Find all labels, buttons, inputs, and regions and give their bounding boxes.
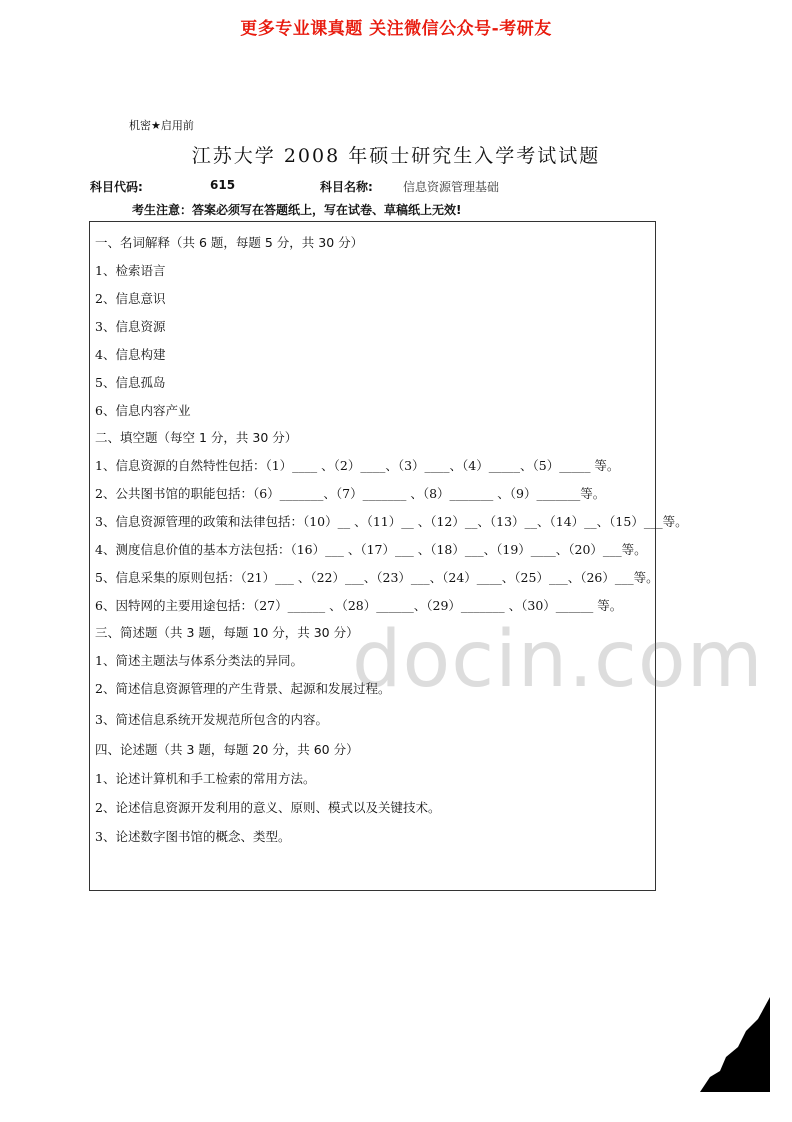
section-heading: 二、填空题（每空 1 分，共 30 分） [95, 430, 298, 445]
question-line: 4、信息构建 [95, 347, 166, 362]
section-heading: 一、名词解释（共 6 题，每题 5 分，共 30 分） [95, 235, 364, 250]
docin-watermark: docin.com [352, 615, 764, 705]
question-line: 3、简述信息系统开发规范所包含的内容。 [95, 712, 328, 727]
question-line: 5、信息孤岛 [95, 375, 166, 390]
question-line: 3、论述数字图书馆的概念、类型。 [95, 829, 291, 844]
subject-code-value: 615 [210, 178, 236, 192]
candidate-notice: 考生注意：答案必须写在答题纸上，写在试卷、草稿纸上无效! [132, 203, 462, 217]
subject-name-value: 信息资源管理基础 [403, 180, 500, 194]
question-line: 1、简述主题法与体系分类法的异同。 [95, 653, 303, 668]
question-line: 2、公共图书馆的职能包括：（6）_______、（7）_______ 、（8）_______ 、（9）_______等。 [95, 486, 606, 501]
promo-banner: 更多专业课真题 关注微信公众号-考研友 [240, 19, 552, 39]
section-heading: 三、简述题（共 3 题，每题 10 分，共 30 分） [95, 625, 359, 640]
question-line: 2、论述信息资源开发利用的意义、原则、模式以及关键技术。 [95, 800, 441, 815]
scan-corner-shadow [700, 997, 770, 1092]
subject-name-label: 科目名称: [320, 180, 373, 194]
question-line: 1、论述计算机和手工检索的常用方法。 [95, 771, 316, 786]
exam-title: 江苏大学 2008 年硕士研究生入学考试试题 [191, 145, 601, 167]
secret-label: 机密★启用前 [129, 119, 194, 132]
question-line: 6、信息内容产业 [95, 403, 191, 418]
question-line: 1、信息资源的自然特性包括：（1）____ 、（2）____、（3）____、（4）_____、（5）_____ 等。 [95, 458, 620, 473]
section-heading: 四、论述题（共 3 题，每题 20 分，共 60 分） [95, 742, 359, 757]
question-line: 4、测度信息价值的基本方法包括：（16）___ 、（17）___ 、（18）___、（19）____、（20）___等。 [95, 542, 647, 557]
question-line: 1、检索语言 [95, 263, 166, 278]
question-line: 2、信息意识 [95, 291, 166, 306]
question-line: 3、信息资源管理的政策和法律包括：（10）__ 、（11）__ 、（12）__、（13）__、（14）__、（15）___等。 [95, 514, 688, 529]
question-line: 3、信息资源 [95, 319, 166, 334]
question-line: 5、信息采集的原则包括：（21）___ 、（22）___、（23）___、（24）____、（25）___、（26）___等。 [95, 570, 659, 585]
question-line: 2、简述信息资源管理的产生背景、起源和发展过程。 [95, 681, 391, 696]
subject-code-label: 科目代码: [90, 180, 143, 194]
question-line: 6、因特网的主要用途包括：（27）______ 、（28）______、（29）_______ 、（30）______ 等。 [95, 598, 623, 613]
